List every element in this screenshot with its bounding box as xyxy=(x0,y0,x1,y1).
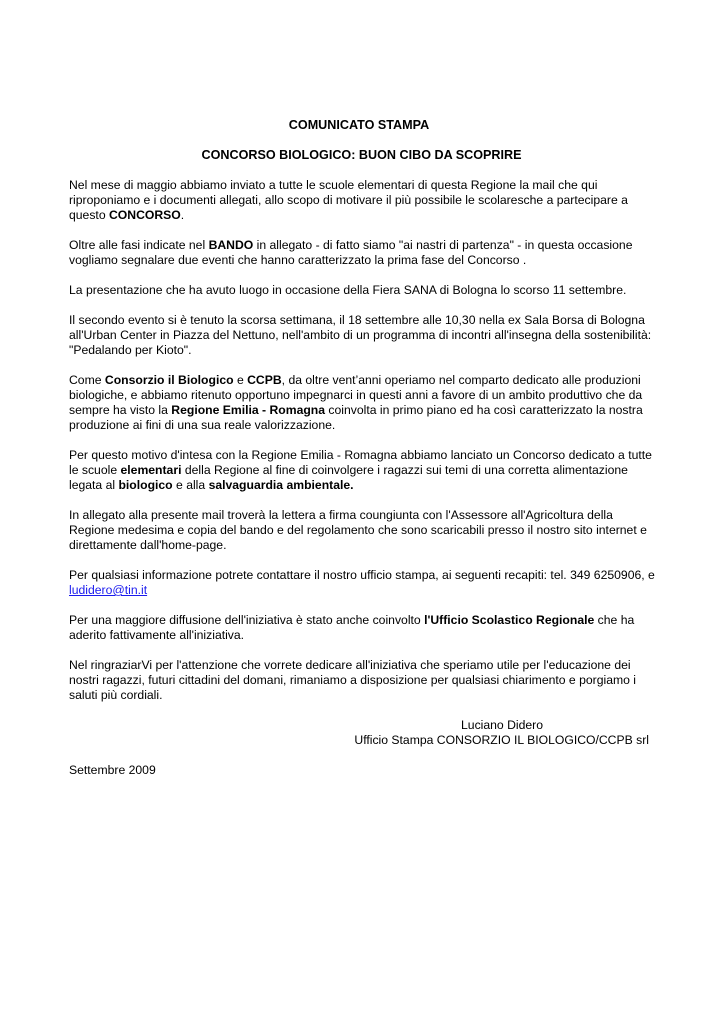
ufficio-scolastico-bold: l'Ufficio Scolastico Regionale xyxy=(424,613,595,627)
paragraph-bando xyxy=(69,238,659,268)
salvaguardia-bold: salvaguardia ambientale. xyxy=(208,478,354,492)
paragraph-text: Nel mese di maggio abbiamo inviato a tutte le scuole elementari di questa Regione la mail che qui riproponiamo e i documenti allegati, allo scopo di motivare il più possibile le scolaresche a partecipare a questo xyxy=(69,178,628,222)
paragraph-intro xyxy=(69,178,659,223)
signature-name: Luciano Didero xyxy=(461,718,543,732)
elementari-bold: elementari xyxy=(120,463,182,477)
email-link[interactable]: ludidero@tin.it xyxy=(69,583,148,597)
paragraph-text: . xyxy=(180,208,185,222)
biologico-bold: biologico xyxy=(118,478,173,492)
document-title: COMUNICATO STAMPA xyxy=(288,118,430,132)
regione-bold: Regione Emilia - Romagna xyxy=(171,403,326,417)
paragraph-contacts xyxy=(69,568,659,598)
paragraph-text: coinvolta in primo piano ed ha così caratterizzato la nostra produzione ai fini di una sua reale valorizzazione. xyxy=(69,403,643,432)
paragraph-text: Oltre alle fasi indicate nel xyxy=(69,238,209,252)
bando-bold: BANDO xyxy=(208,238,254,252)
paragraph-text: Per qualsiasi informazione potrete contattare il nostro ufficio stampa, ai seguenti recapiti: tel. 349 6250906, e xyxy=(69,568,655,582)
document-subtitle: CONCORSO BIOLOGICO: BUON CIBO DA SCOPRIRE xyxy=(201,148,522,162)
paragraph-text: Come xyxy=(69,373,105,387)
paragraph-allegato: In allegato alla presente mail troverà la lettera a firma coungiunta con l'Assessore all'Agricoltura della Regione medesima e copia del bando e del regolamento che sono scaricabili presso il nostro sito internet e direttamente dall'home-page. xyxy=(69,508,647,552)
paragraph-text: Per una maggiore diffusione dell'iniziativa è stato anche coinvolto xyxy=(69,613,425,627)
signature-office: Ufficio Stampa CONSORZIO IL BIOLOGICO/CCPB srl xyxy=(354,733,649,747)
paragraph-text: che ha aderito fattivamente all'iniziativa. xyxy=(69,613,635,642)
paragraph-closing: Nel ringraziarVi per l'attenzione che vorrete dedicare all'iniziativa che speriamo utile per l'educazione dei nostri ragazzi, futuri cittadini del domani, rimaniamo a disposizione per qualsiasi chiarimento e porgiamo i saluti più cordiali. xyxy=(69,658,636,702)
paragraph-text: , da oltre vent’anni operiamo nel comparto dedicato alle produzioni biologiche, e abbiamo ritenuto opportuno impegnarci in questi anni a favore di un ambito produttivo che da sempre ha visto la xyxy=(69,373,643,417)
concorso-bold: CONCORSO xyxy=(108,208,181,222)
signature-block xyxy=(69,718,659,748)
paragraph-text: e xyxy=(233,373,248,387)
ccpb-bold: CCPB xyxy=(247,373,282,387)
paragraph-concorso-motivo xyxy=(69,448,659,493)
paragraph-second-event: Il secondo evento si è tenuto la scorsa settimana, il 18 settembre alle 10,30 nella ex Sala Borsa di Bologna all'Urban Center in Piazza del Nettuno, nell'ambito di un programma di incontri all'insegna della sostenibilità: "Pedalando per Kioto". xyxy=(69,313,652,357)
document-date: Settembre 2009 xyxy=(69,763,156,777)
paragraph-consorzio xyxy=(69,373,659,433)
consorzio-bold: Consorzio il Biologico xyxy=(104,373,234,387)
paragraph-text: in allegato - di fatto siamo "ai nastri di partenza" - in questa occasione vogliamo segnalare due eventi che hanno caratterizzato la prima fase del Concorso . xyxy=(69,238,633,267)
paragraph-diffusione xyxy=(69,613,659,643)
paragraph-text: Per questo motivo d'intesa con la Regione Emilia - Romagna abbiamo lanciato un Concorso dedicato a tutte le scuole xyxy=(69,448,652,477)
press-release-document xyxy=(69,118,659,778)
paragraph-presentation: La presentazione che ha avuto luogo in occasione della Fiera SANA di Bologna lo scorso 11 settembre. xyxy=(69,283,627,297)
paragraph-text: e alla xyxy=(172,478,209,492)
paragraph-text: della Regione al fine di coinvolgere i ragazzi sui temi di una corretta alimentazione legata al xyxy=(69,463,628,492)
